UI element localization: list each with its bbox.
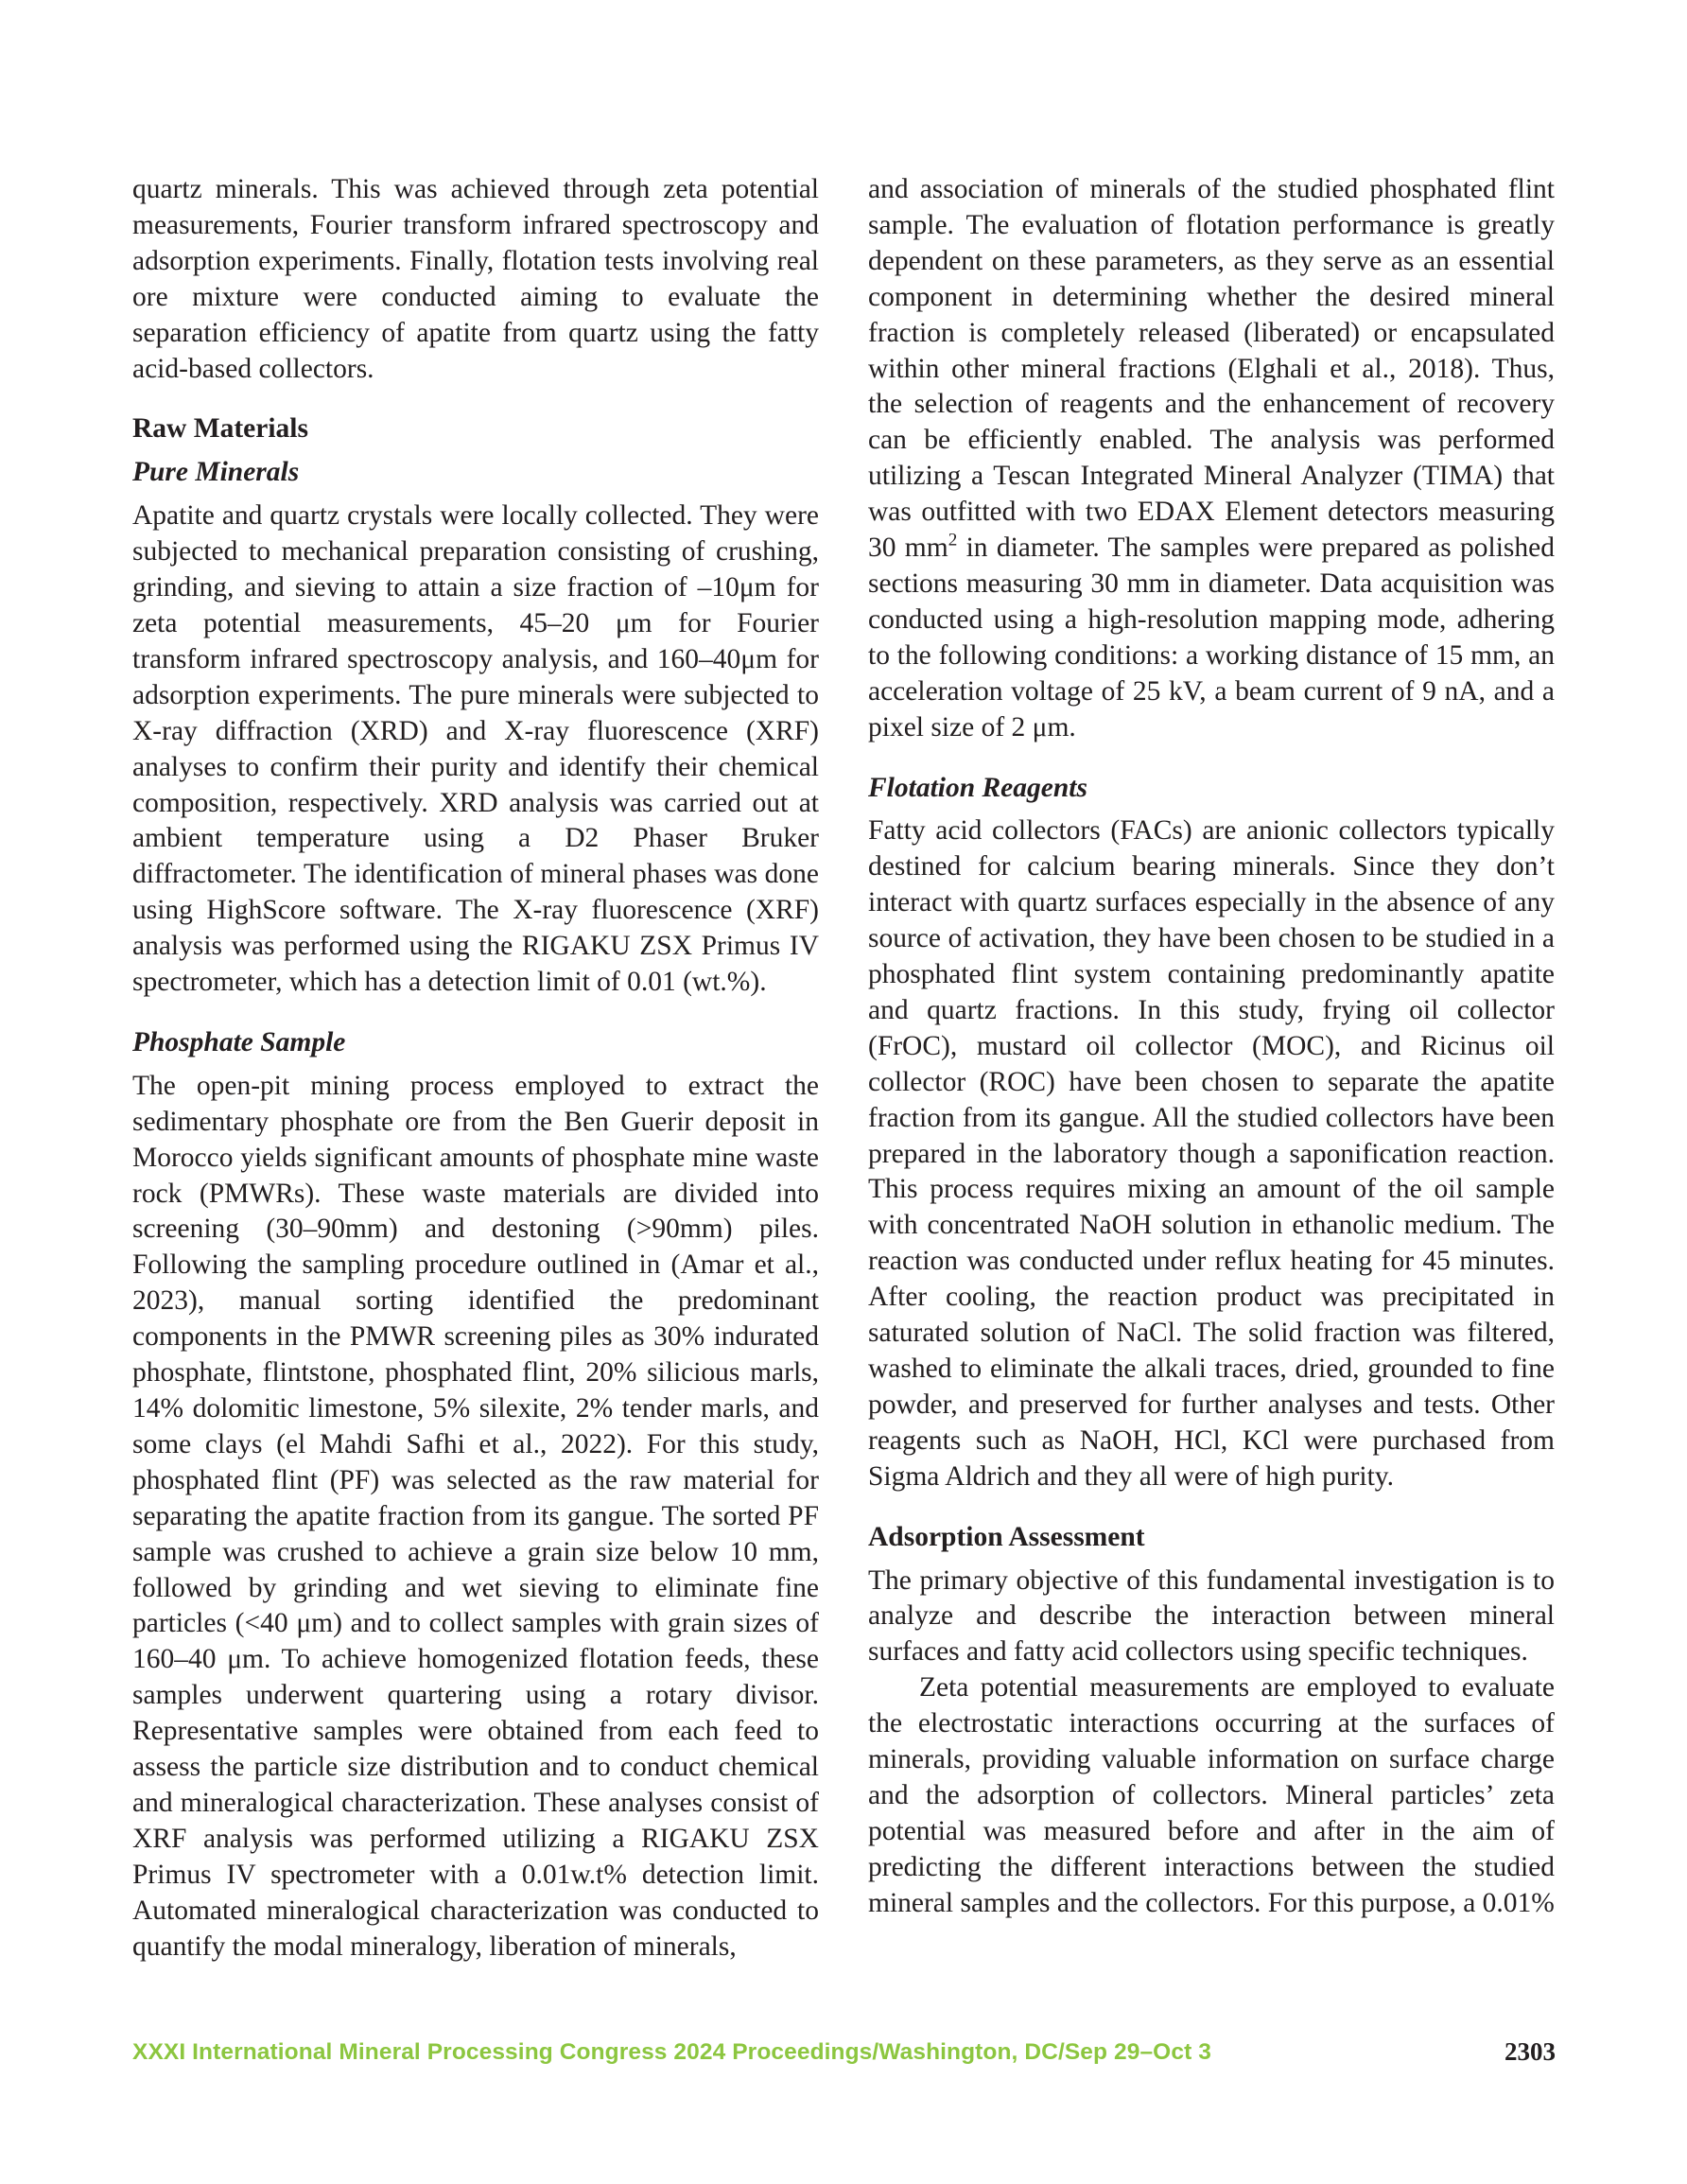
conference-title: XXXI International Mineral Processing Congress 2024 Proceedings/Washington, DC/Sep 29–Oct 3 xyxy=(132,2039,1211,2065)
flotation-reagents-heading: Flotation Reagents xyxy=(868,772,1087,803)
right-column xyxy=(868,172,1555,1922)
flotation-reagents-paragraph: Fatty acid collectors (FACs) are anionic collectors typically destined for calcium bearing minerals. Since they don’t interact with quartz surfaces especially in the absence of any source of activation, they have been chosen to be studied in a phosphated flint system containing predominantly apatite and quartz fractions. In this study, frying oil collector (FrOC), mustard oil collector (MOC), and Ricinus oil collector (ROC) have been chosen to separate the apatite fraction from its gangue. All the studied collectors have been prepared in the laboratory though a saponification reaction. This process requires mixing an amount of the oil sample with concentrated NaOH solution in ethanolic medium. The reaction was conducted under reflux heating for 45 minutes. After cooling, the reaction product was precipitated in saturated solution of NaCl. The solid fraction was filtered, washed to eliminate the alkali traces, dried, grounded to fine powder, and preserved for further analyses and tests. Other reagents such as NaOH, HCl, KCl were purchased from Sigma Aldrich and they all were of high purity. xyxy=(868,815,1555,1492)
pure-minerals-paragraph: Apatite and quartz crystals were locally collected. They were subjected to mechanical preparation consisting of crushing, grinding, and sieving to attain a size fraction of –10μm for zeta potential measurements, 45–20 μm for Fourier transform infrared spectroscopy analysis, and 160–40μm for adsorption experiments. The pure minerals were subjected to X-ray diffraction (XRD) and X-ray fluorescence (XRF) analyses to confirm their purity and identify their chemical composition, respectively. XRD analysis was carried out at ambient temperature using a D2 Phaser Bruker diffractometer. The identification of mineral phases was done using HighScore software. The X-ray fluorescence (XRF) analysis was performed using the RIGAKU ZSX Primus IV spectrometer, which has a detection limit of 0.01 (wt.%). xyxy=(132,500,819,998)
adsorption-paragraph-2: Zeta potential measurements are employed to evaluate the electrostatic interactions occurring at the surfaces of minerals, providing valuable information on surface charge and the adsorption of collectors. Mineral particles’ zeta potential was measured before and after in the aim of predicting the different interactions between the studied mineral samples and the collectors. For this purpose, a 0.01% xyxy=(868,1672,1555,1918)
tima-text-part2: in diameter. The samples were prepared as polished sections measuring 30 mm in diameter. Data acquisition was conducted using a high-resolution mapping mode, adhering to the following conditions: a working distance of 15 mm, an acceleration voltage of 25 kV, a beam current of 9 nA, and a pixel size of 2 μm. xyxy=(868,533,1555,743)
tima-text-part1: and association of minerals of the studied phosphated flint sample. The evaluation of flotation performance is greatly dependent on these parameters, as they serve as an essential component in determining whether the desired mineral fraction is completely released (liberated) or encapsulated within other mineral fractions (Elghali et al., 2018). Thus, the selection of reagents and the enhancement of recovery can be efficiently enabled. The analysis was performed utilizing a Tescan Integrated Mineral Analyzer (TIMA) that was outfitted with two EDAX Element detectors measuring 30 mm xyxy=(868,174,1555,564)
left-column xyxy=(132,172,819,1966)
phosphate-sample-heading: Phosphate Sample xyxy=(132,1026,346,1057)
pure-minerals-heading: Pure Minerals xyxy=(132,457,300,488)
intro-paragraph: quartz minerals. This was achieved through zeta potential measurements, Fourier transform infrared spectroscopy and adsorption experiments. Finally, flotation tests involving real ore mixture were conducted aiming to evaluate the separation efficiency of apatite from quartz using the fatty acid-based collectors. xyxy=(132,174,819,384)
page-footer xyxy=(132,2039,1556,2077)
raw-materials-heading: Raw Materials xyxy=(132,413,308,445)
tima-paragraph xyxy=(868,172,1555,746)
area-superscript: 2 xyxy=(948,530,958,550)
adsorption-paragraph-1: The primary objective of this fundamental investigation is to analyze and describe the interaction between mineral surfaces and fatty acid collectors using specific techniques. xyxy=(868,1564,1555,1668)
page-number: 2303 xyxy=(1504,2037,1556,2066)
adsorption-assessment-heading: Adsorption Assessment xyxy=(868,1521,1145,1552)
phosphate-sample-paragraph: The open-pit mining process employed to extract the sedimentary phosphate ore from the Ben Guerir deposit in Morocco yields significant amounts of phosphate mine waste rock (PMWRs). These waste materials are divided into screening (30–90mm) and destoning (>90mm) piles. Following the sampling procedure outlined in (Amar et al., 2023), manual sorting identified the predominant components in the PMWR screening piles as 30% indurated phosphate, flintstone, phosphated flint, 20% silicious marls, 14% dolomitic limestone, 5% silexite, 2% tender marls, and some clays (el Mahdi Safhi et al., 2022). For this study, phosphated flint (PF) was selected as the raw material for separating the apatite fraction from its gangue. The sorted PF sample was crushed to achieve a grain size below 10 mm, followed by grinding and wet sieving to eliminate fine particles (<40 μm) and to collect samples with grain sizes of 160–40 μm. To achieve homogenized flotation feeds, these samples underwent quartering using a rotary divisor. Representative samples were obtained from each feed to assess the particle size distribution and to conduct chemical and mineralogical characterization. These analyses consist of XRF analysis was performed utilizing a RIGAKU ZSX Primus IV spectrometer with a 0.01w.t% detection limit. Automated mineralogical characterization was conducted to quantify the modal mineralogy, liberation of minerals, xyxy=(132,1070,819,1962)
